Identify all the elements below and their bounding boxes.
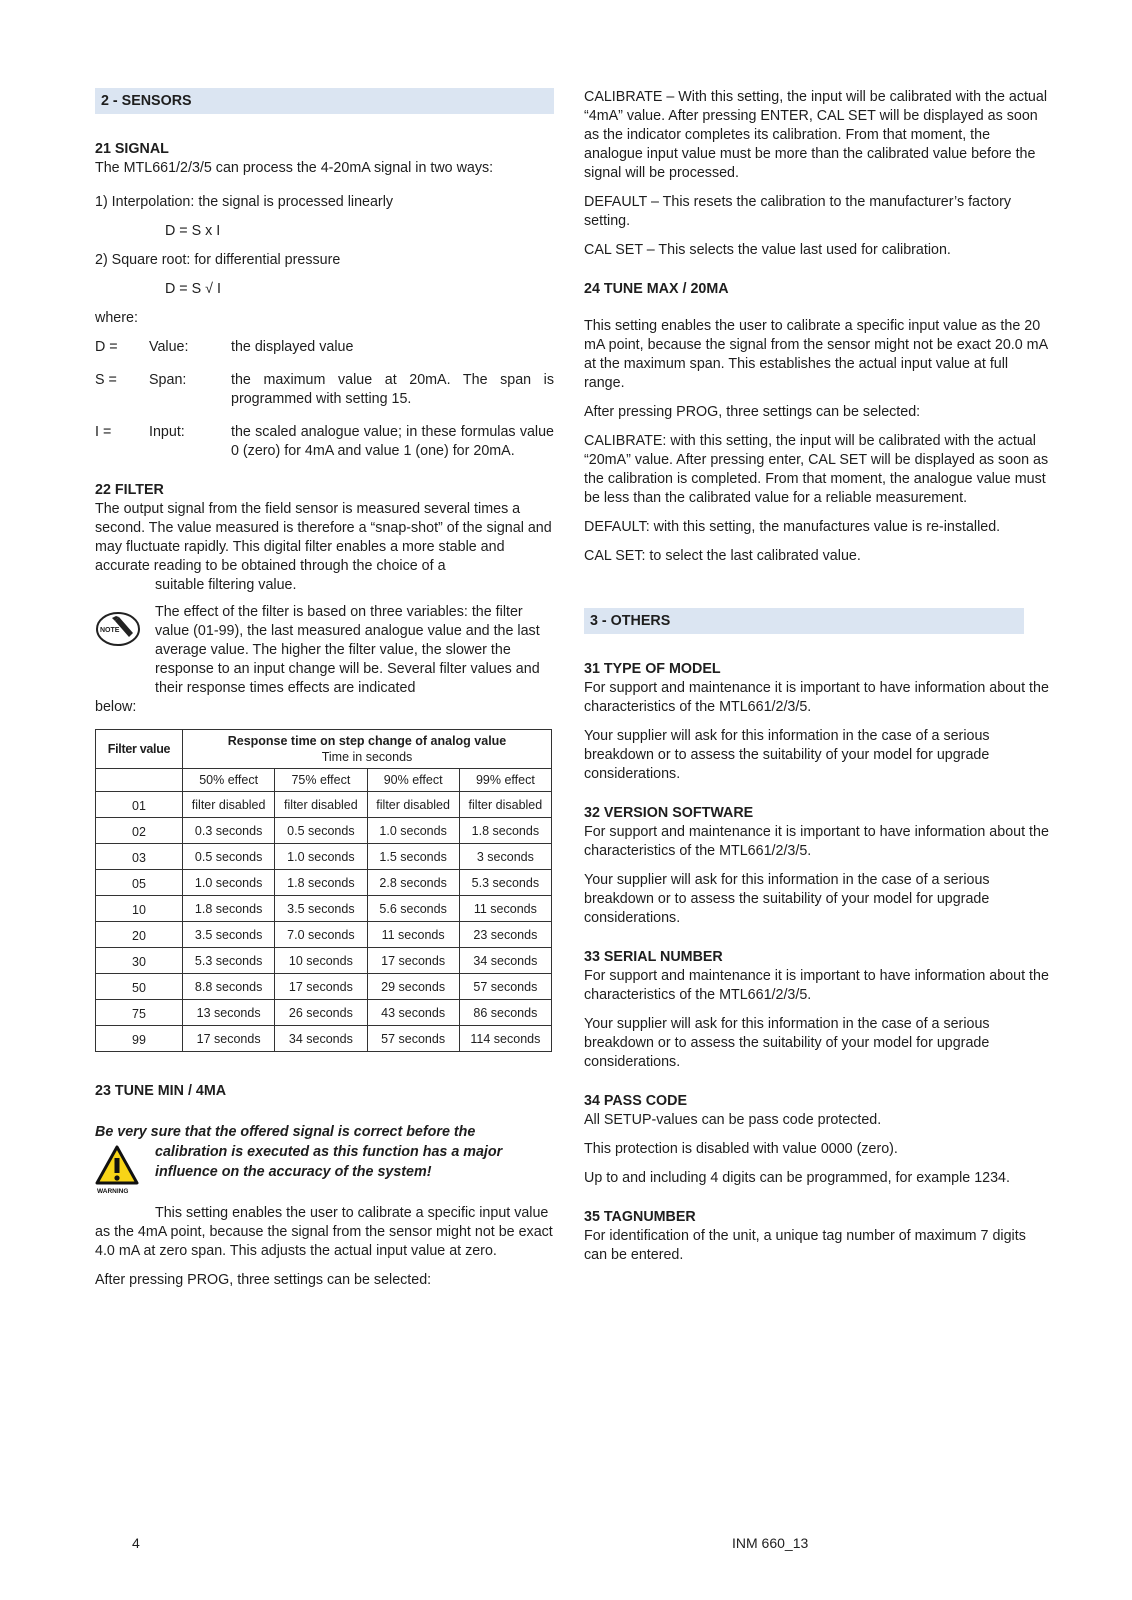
paragraph-22 <box>95 500 554 595</box>
table-header-effect: 99% effect <box>459 769 551 792</box>
table-cell-response-time: filter disabled <box>183 792 275 818</box>
table-header-response-title: Response time on step change of analog value <box>227 734 507 748</box>
table-cell-response-time: 0.3 seconds <box>183 818 275 844</box>
table-cell-response-time: 0.5 seconds <box>183 844 275 870</box>
definition-symbol: I = <box>95 424 112 440</box>
table-cell-response-time: filter disabled <box>275 792 367 818</box>
heading-22-filter: 22 FILTER <box>95 482 164 498</box>
table-cell-response-time: 43 seconds <box>367 1000 459 1026</box>
table-cell-response-time: 7.0 seconds <box>275 922 367 948</box>
paragraph-default-4ma: DEFAULT – This resets the calibration to the manufacturer’s factory setting. <box>584 194 1011 229</box>
table-cell-response-time: filter disabled <box>367 792 459 818</box>
table-cell-response-time: 1.0 seconds <box>183 870 275 896</box>
table-row <box>96 1026 552 1052</box>
square-root-line: 2) Square root: for differential pressure <box>95 252 341 268</box>
table-cell-response-time: 1.0 seconds <box>367 818 459 844</box>
table-cell-filter-value: 03 <box>96 844 183 870</box>
table-cell-response-time: 10 seconds <box>275 948 367 974</box>
paragraph-34a: All SETUP-values can be pass code protected. <box>584 1112 882 1128</box>
warning-icon-label: WARNING <box>97 1188 129 1195</box>
definition-description: the scaled analogue value; in these formulas value 0 (zero) for 4mA and value 1 (one) for 20mA. <box>231 424 554 459</box>
table-body <box>96 792 552 1052</box>
table-cell-response-time: 29 seconds <box>367 974 459 1000</box>
definition-description: the maximum value at 20mA. The span is programmed with setting 15. <box>231 372 554 407</box>
note-block <box>95 603 554 698</box>
paragraph-22-end: suitable filtering value. <box>155 577 297 593</box>
table-cell-response-time: 23 seconds <box>459 922 551 948</box>
table-cell-filter-value: 75 <box>96 1000 183 1026</box>
paragraph-24d: DEFAULT: with this setting, the manufactures value is re-installed. <box>584 519 1001 535</box>
definition-description: the displayed value <box>231 339 354 355</box>
table-cell-response-time: 114 seconds <box>459 1026 551 1052</box>
below-label: below: <box>95 699 137 715</box>
definition-symbol: S = <box>95 372 117 388</box>
table-header-time-sub: Time in seconds <box>321 750 413 764</box>
table-cell-filter-value: 05 <box>96 870 183 896</box>
section-header-sensors: 2 - SENSORS <box>95 88 554 114</box>
paragraph-24b: After pressing PROG, three settings can be selected: <box>584 404 921 420</box>
definition-symbol: D = <box>95 339 118 355</box>
table-cell-response-time: 1.8 seconds <box>183 896 275 922</box>
paragraph-32b: Your supplier will ask for this information in the case of a serious breakdown or to assess the suitability of your model for upgrade considerations. <box>584 872 990 926</box>
formula-square-root: D = S √ I <box>165 281 221 297</box>
where-label: where: <box>95 310 138 326</box>
table-row <box>96 1000 552 1026</box>
right-column <box>584 88 1050 1275</box>
definition-row <box>95 423 554 461</box>
note-icon-label: NOTE <box>100 627 120 634</box>
table-cell-response-time: 34 seconds <box>275 1026 367 1052</box>
paragraph-23a: This setting enables the user to calibrate a specific input value as the 4mA point, because the signal from the sensor might not be exact 4.0 mA at zero span. This adjusts the actual input value at zero. <box>95 1205 553 1259</box>
table-cell-response-time: 57 seconds <box>367 1026 459 1052</box>
paragraph-24c: CALIBRATE: with this setting, the input will be calibrated with the actual “20mA” value. After pressing enter, CAL SET will be displayed as soon as the calibration is completed. From that moment, the analogue value must be less than the calibrated value for a reliable measurement. <box>584 433 1049 506</box>
heading-35-tagnumber: 35 TAGNUMBER <box>584 1209 696 1225</box>
heading-21-signal: 21 SIGNAL <box>95 141 169 157</box>
table-cell-response-time: 1.8 seconds <box>275 870 367 896</box>
table-row <box>96 818 552 844</box>
table-cell-response-time: 5.3 seconds <box>459 870 551 896</box>
heading-32-version-software: 32 VERSION SOFTWARE <box>584 805 754 821</box>
table-row <box>96 870 552 896</box>
warning-line-2: calibration is executed as this function has a major <box>155 1144 503 1160</box>
table-row <box>96 844 552 870</box>
definition-term: Input: <box>149 424 185 440</box>
table-cell-filter-value: 02 <box>96 818 183 844</box>
table-cell-response-time: 86 seconds <box>459 1000 551 1026</box>
table-cell-response-time: filter disabled <box>459 792 551 818</box>
table-cell-response-time: 26 seconds <box>275 1000 367 1026</box>
paragraph-calibrate-4ma: CALIBRATE – With this setting, the input will be calibrated with the actual “4mA” value. After pressing ENTER, CAL SET will be displayed as soon as the indicator completes its calibration. From that moment, the analogue input value must be more than the calibrated value before the signal will be processed. <box>584 89 1048 181</box>
left-column <box>95 88 554 1300</box>
definition-row <box>95 371 554 409</box>
table-cell-response-time: 0.5 seconds <box>275 818 367 844</box>
table-header-effect: 90% effect <box>367 769 459 792</box>
table-cell-response-time: 3.5 seconds <box>183 922 275 948</box>
definition-row <box>95 338 554 357</box>
warning-block <box>95 1123 554 1195</box>
table-cell-response-time: 3.5 seconds <box>275 896 367 922</box>
table-cell-response-time: 5.3 seconds <box>183 948 275 974</box>
warning-icon <box>95 1143 139 1201</box>
paragraph-24e: CAL SET: to select the last calibrated value. <box>584 548 861 564</box>
paragraph-24a: This setting enables the user to calibrate a specific input value as the 20 mA point, because the signal from the sensor might not be exact 20.0 mA at the maximum span. This establishes the actual input value at full range. <box>584 318 1048 391</box>
paragraph-31a: For support and maintenance it is important to have information about the characteristics of the MTL661/2/3/5. <box>584 680 1049 715</box>
paragraph-35: For identification of the unit, a unique tag number of maximum 7 digits can be entered. <box>584 1228 1026 1263</box>
paragraph-31b: Your supplier will ask for this information in the case of a serious breakdown or to assess the suitability of your model for upgrade considerations. <box>584 728 990 782</box>
table-cell-response-time: 11 seconds <box>367 922 459 948</box>
paragraph-23b: After pressing PROG, three settings can be selected: <box>95 1272 432 1288</box>
paragraph-33b: Your supplier will ask for this information in the case of a serious breakdown or to assess the suitability of your model for upgrade considerations. <box>584 1016 990 1070</box>
warning-line-3: influence on the accuracy of the system! <box>155 1164 432 1180</box>
table-header-effect: 75% effect <box>275 769 367 792</box>
table-header-response <box>183 730 552 769</box>
table-cell-response-time: 13 seconds <box>183 1000 275 1026</box>
warning-line-1: Be very sure that the offered signal is correct before the <box>95 1124 476 1140</box>
table-header-effect: 50% effect <box>183 769 275 792</box>
table-cell-response-time: 34 seconds <box>459 948 551 974</box>
paragraph-calset-4ma: CAL SET – This selects the value last used for calibration. <box>584 242 951 258</box>
table-cell-response-time: 2.8 seconds <box>367 870 459 896</box>
table-empty-cell <box>96 769 183 792</box>
table-cell-response-time: 1.8 seconds <box>459 818 551 844</box>
section-header-others: 3 - OTHERS <box>584 608 1024 634</box>
table-header-filter-value: Filter value <box>96 730 183 769</box>
note-text: The effect of the filter is based on three variables: the filter value (01-99), the last measured analogue value and the last average value. The higher the filter value, the slower the response to an input change will be. Several filter values and their response times effects are indicated <box>155 604 540 696</box>
paragraph-22-main: The output signal from the field sensor is measured several times a second. The value measured is therefore a “snap-shot” of the signal and may fluctuate rapidly. This digital filter enables a more stable and accurate reading to be obtained through the choice of a <box>95 501 552 574</box>
definition-term: Span: <box>149 372 187 388</box>
formula-linear: D = S x I <box>165 223 221 239</box>
table-cell-filter-value: 10 <box>96 896 183 922</box>
paragraph-34b: This protection is disabled with value 0000 (zero). <box>584 1141 898 1157</box>
table-cell-response-time: 57 seconds <box>459 974 551 1000</box>
heading-31-type-of-model: 31 TYPE OF MODEL <box>584 661 721 677</box>
table-cell-filter-value: 20 <box>96 922 183 948</box>
table-cell-filter-value: 99 <box>96 1026 183 1052</box>
table-row <box>96 896 552 922</box>
table-row <box>96 974 552 1000</box>
table-cell-filter-value: 50 <box>96 974 183 1000</box>
table-cell-response-time: 11 seconds <box>459 896 551 922</box>
table-cell-filter-value: 01 <box>96 792 183 818</box>
table-cell-response-time: 17 seconds <box>183 1026 275 1052</box>
page-number: 4 <box>132 1535 140 1551</box>
heading-23-tune-min: 23 TUNE MIN / 4MA <box>95 1083 227 1099</box>
table-cell-filter-value: 30 <box>96 948 183 974</box>
document-code: INM 660_13 <box>732 1535 809 1551</box>
paragraph-32a: For support and maintenance it is important to have information about the characteristics of the MTL661/2/3/5. <box>584 824 1049 859</box>
table-cell-response-time: 5.6 seconds <box>367 896 459 922</box>
table-cell-response-time: 17 seconds <box>275 974 367 1000</box>
table-row <box>96 948 552 974</box>
heading-33-serial-number: 33 SERIAL NUMBER <box>584 949 723 965</box>
paragraph-21: The MTL661/2/3/5 can process the 4-20mA signal in two ways: <box>95 160 494 176</box>
heading-34-pass-code: 34 PASS CODE <box>584 1093 688 1109</box>
note-icon <box>95 609 141 655</box>
paragraph-34c: Up to and including 4 digits can be programmed, for example 1234. <box>584 1170 1010 1186</box>
table-cell-response-time: 1.5 seconds <box>367 844 459 870</box>
interpolation-line: 1) Interpolation: the signal is processed linearly <box>95 194 394 210</box>
table-row <box>96 792 552 818</box>
table-cell-response-time: 1.0 seconds <box>275 844 367 870</box>
table-cell-response-time: 8.8 seconds <box>183 974 275 1000</box>
filter-response-table <box>95 729 552 1052</box>
heading-24-tune-max: 24 TUNE MAX / 20MA <box>584 281 729 297</box>
definition-term: Value: <box>149 339 189 355</box>
table-row <box>96 922 552 948</box>
table-cell-response-time: 3 seconds <box>459 844 551 870</box>
table-cell-response-time: 17 seconds <box>367 948 459 974</box>
paragraph-33a: For support and maintenance it is important to have information about the characteristics of the MTL661/2/3/5. <box>584 968 1049 1003</box>
